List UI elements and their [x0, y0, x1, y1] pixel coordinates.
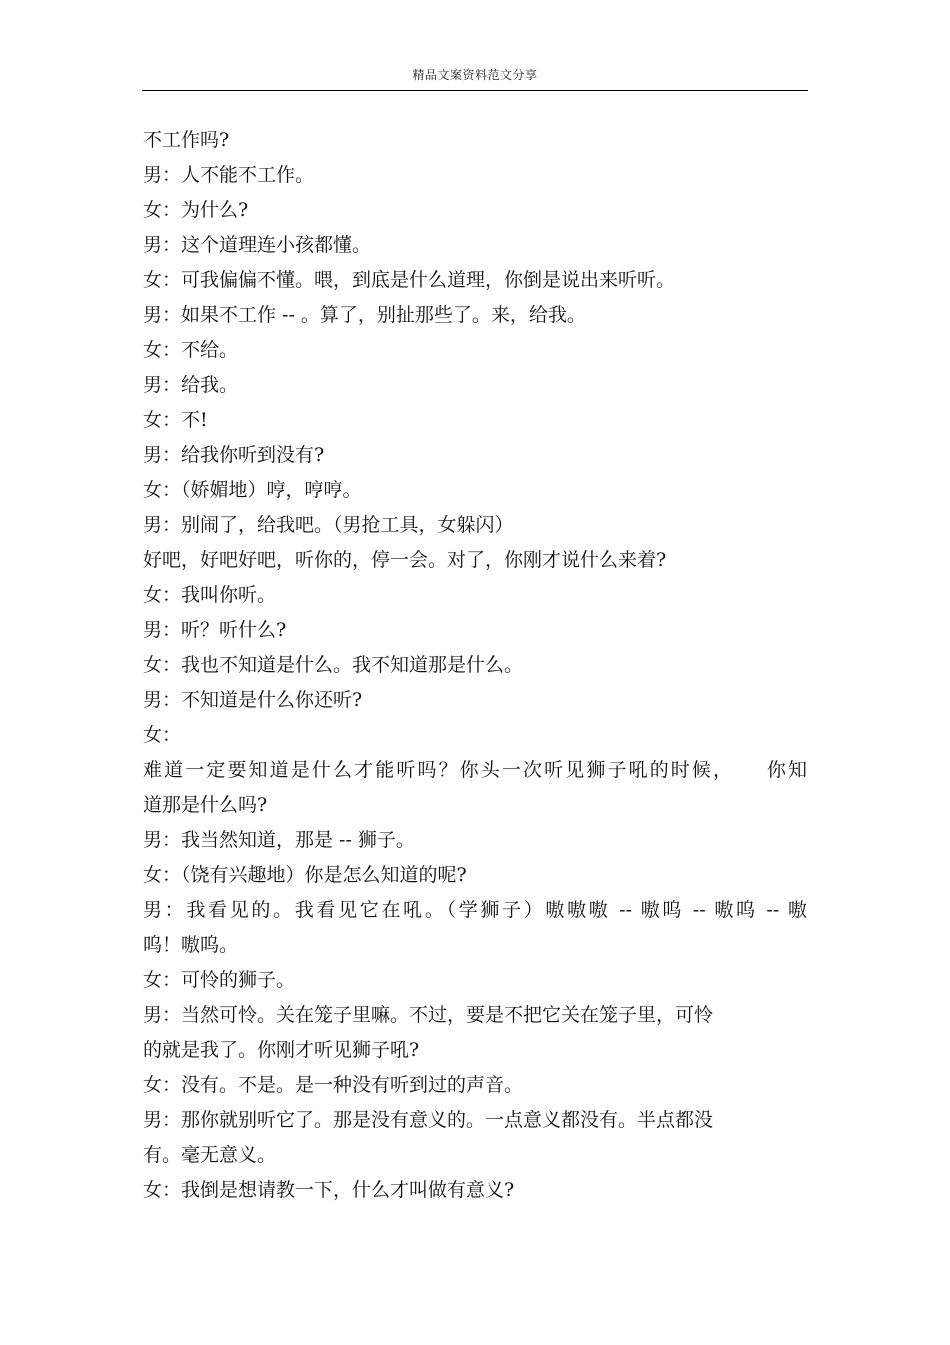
text-line: 男：听？听什么? [143, 619, 287, 641]
text-line: 女：不给。 [143, 339, 239, 361]
text-line: 男：给我。 [143, 374, 239, 396]
text-line: 女： [143, 724, 182, 746]
text-line: 女：可我偏偏不懂。喂，到底是什么道理，你倒是说出来听听。 [143, 269, 676, 291]
text-line: 有。毫无意义。 [143, 1144, 277, 1166]
text-line: 女：可怜的狮子。 [143, 969, 296, 991]
text-line: 难道一定要知道是什么才能听吗？你头一次听见狮子吼的时候， 你知 [143, 759, 807, 781]
text-line: 女：我叫你听。 [143, 584, 277, 606]
text-line: 男：人不能不工作。 [143, 164, 315, 186]
document-body [143, 123, 807, 1208]
text-line: 男：这个道理连小孩都懂。 [143, 234, 372, 256]
text-line: 女：（娇媚地）哼，哼哼。 [143, 479, 362, 501]
text-line: 呜！嗷呜。 [143, 934, 239, 956]
text-line: 女：为什么? [143, 199, 249, 221]
text-line: 男：当然可怜。关在笼子里嘛。不过，要是不把它关在笼子里，可怜 [143, 1004, 714, 1026]
text-line: 女：不! [143, 409, 208, 431]
text-line: 男：别闹了，给我吧。（男抢工具，女躲闪） [143, 514, 514, 536]
text-line: 男：不知道是什么你还听? [143, 689, 363, 711]
page-header: 精品文案资料范文分享 [412, 68, 538, 82]
text-line: 女：我倒是想请教一下，什么才叫做有意义? [143, 1179, 515, 1201]
text-line: 好吧，好吧好吧，听你的，停一会。对了，你刚才说什么来着? [143, 549, 667, 571]
text-line: 男：我看见的。我看见它在吼。（学狮子）嗷嗷嗷 -- 嗷呜 -- 嗷呜 -- 嗷 [143, 899, 807, 921]
text-line: 男：我当然知道，那是 -- 狮子。 [143, 829, 415, 851]
text-line: 女：（饶有兴趣地）你是怎么知道的呢? [143, 864, 467, 886]
text-line: 男：如果不工作 -- 。算了，别扯那些了。来，给我。 [143, 304, 586, 326]
text-line: 不工作吗? [143, 129, 230, 151]
text-line: 的就是我了。你刚才听见狮子吼? [143, 1039, 420, 1061]
text-line: 女：我也不知道是什么。我不知道那是什么。 [143, 654, 524, 676]
text-line: 女：没有。不是。是一种没有听到过的声音。 [143, 1074, 524, 1096]
text-line: 男：那你就别听它了。那是没有意义的。一点意义都没有。半点都没 [143, 1109, 714, 1131]
text-line: 男：给我你听到没有? [143, 444, 325, 466]
text-line: 道那是什么吗? [143, 794, 268, 816]
header-divider [142, 90, 808, 91]
